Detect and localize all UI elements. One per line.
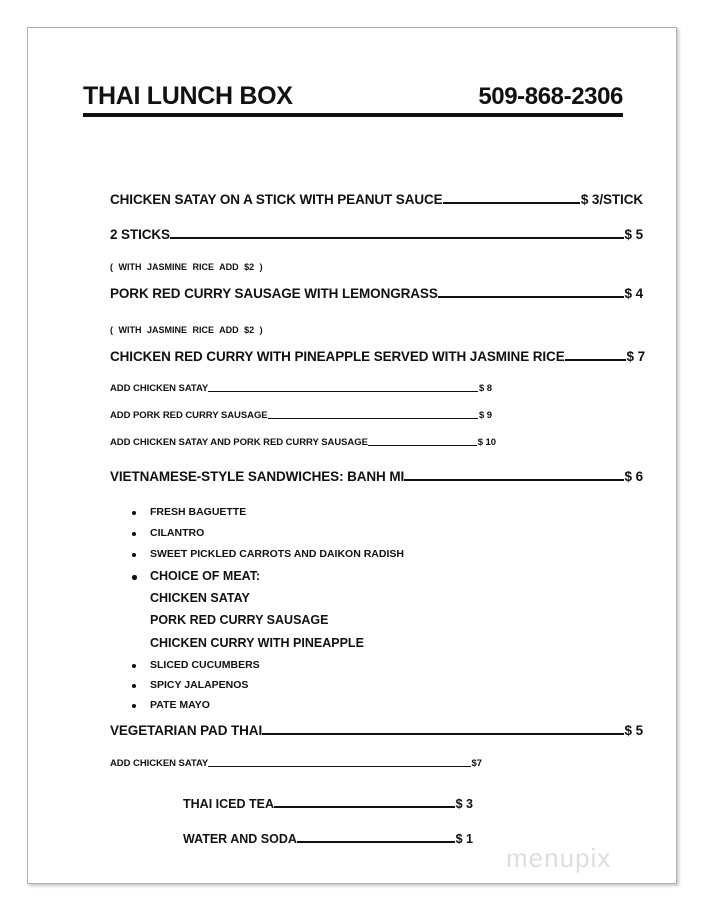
leader-line [208, 391, 478, 392]
leader-line [404, 479, 623, 481]
addon-price: $ 8 [478, 383, 492, 394]
item-name: CHICKEN SATAY ON A STICK WITH PEANUT SAUCE [110, 192, 443, 207]
item-price: $ 4 [624, 286, 643, 301]
menu-item-banh-mi [110, 469, 643, 484]
addon-price: $ 9 [478, 410, 492, 421]
item-price: $ 6 [624, 469, 643, 484]
meat-choice-pork-red-curry-sausage: PORK RED CURRY SAUSAGE [150, 613, 329, 627]
list-item-label: CILANTRO [150, 527, 205, 539]
item-price: $ 3 [455, 797, 473, 811]
leader-line [297, 841, 455, 843]
item-price: $ 3/STICK [580, 192, 643, 207]
list-item-fresh-baguette [132, 506, 246, 518]
addon-pad-thai-chicken-satay [110, 758, 482, 769]
bullet-icon [132, 684, 136, 688]
phone-number: 509-868-2306 [478, 83, 623, 110]
list-item-choice-of-meat [132, 569, 260, 583]
addon-name: ADD CHICKEN SATAY [110, 758, 209, 769]
leader-line [268, 418, 478, 419]
addon-chicken-satay [110, 383, 492, 394]
bullet-icon [132, 532, 136, 536]
menu-item-pork-red-curry-sausage [110, 286, 643, 301]
addon-pork-red-curry-sausage [110, 410, 492, 421]
item-price: $ 7 [626, 349, 645, 364]
list-item-label: SLICED CUCUMBERS [150, 659, 260, 671]
meat-choice-chicken-curry-pineapple: CHICKEN CURRY WITH PINEAPPLE [150, 636, 364, 650]
item-price: $ 5 [624, 723, 643, 738]
item-name: VEGETARIAN PAD THAI [110, 723, 263, 738]
menu-content [28, 28, 678, 885]
menu-item-2-sticks [110, 227, 643, 242]
item-price: $ 1 [455, 832, 473, 846]
menu-header [83, 82, 623, 117]
list-item-spicy-jalapenos [132, 679, 248, 691]
leader-line [565, 359, 626, 361]
bullet-icon [132, 553, 136, 557]
item-name: CHICKEN RED CURRY WITH PINEAPPLE SERVED WITH JASMINE RICE [110, 349, 565, 364]
item-name: THAI ICED TEA [183, 797, 274, 811]
addon-name: ADD CHICKEN SATAY AND PORK RED CURRY SAUSAGE [110, 437, 368, 448]
item-name: WATER AND SODA [183, 832, 297, 846]
leader-line [170, 237, 624, 239]
note-jasmine-rice-1: ( WITH JASMINE RICE ADD $2 ) [110, 262, 263, 272]
list-item-label: SWEET PICKLED CARROTS AND DAIKON RADISH [150, 548, 404, 560]
restaurant-name: THAI LUNCH BOX [83, 82, 293, 110]
list-item-label: CHOICE OF MEAT: [150, 569, 261, 583]
leader-line [262, 733, 623, 735]
menupix-watermark: menupix [506, 843, 612, 873]
list-item-cilantro [132, 527, 204, 539]
menu-page-sheet [27, 27, 677, 884]
addon-price: $ 10 [477, 437, 496, 448]
menu-item-thai-iced-tea [183, 797, 473, 811]
leader-line [438, 296, 624, 298]
list-item-label: PATE MAYO [150, 699, 210, 711]
item-name: PORK RED CURRY SAUSAGE WITH LEMONGRASS [110, 286, 438, 301]
bullet-icon [132, 511, 136, 515]
menu-item-water-and-soda [183, 832, 473, 846]
menu-item-vegetarian-pad-thai [110, 723, 643, 738]
leader-line [274, 806, 455, 808]
item-price: $ 5 [624, 227, 643, 242]
menu-item-chicken-satay-stick [110, 192, 643, 207]
addon-name: ADD CHICKEN SATAY [110, 383, 209, 394]
list-item-label: SPICY JALAPENOS [150, 679, 249, 691]
item-name: 2 STICKS [110, 227, 170, 242]
leader-line [368, 445, 477, 446]
list-item-label: FRESH BAGUETTE [150, 506, 247, 518]
list-item-pate-mayo [132, 699, 210, 711]
bullet-icon [132, 664, 136, 668]
bullet-icon [132, 575, 137, 580]
leader-line [208, 766, 470, 767]
list-item-sliced-cucumbers [132, 659, 260, 671]
menu-item-chicken-red-curry-pineapple [110, 349, 645, 364]
addon-name: ADD PORK RED CURRY SAUSAGE [110, 410, 268, 421]
meat-choice-chicken-satay: CHICKEN SATAY [150, 591, 250, 605]
addon-price: $7 [471, 758, 482, 769]
list-item-pickled-carrots-daikon [132, 548, 404, 560]
bullet-icon [132, 704, 136, 708]
addon-chicken-satay-and-pork-sausage [110, 437, 496, 448]
leader-line [443, 202, 580, 204]
item-name: VIETNAMESE-STYLE SANDWICHES: BANH MI [110, 469, 405, 484]
note-jasmine-rice-2: ( WITH JASMINE RICE ADD $2 ) [110, 325, 263, 335]
